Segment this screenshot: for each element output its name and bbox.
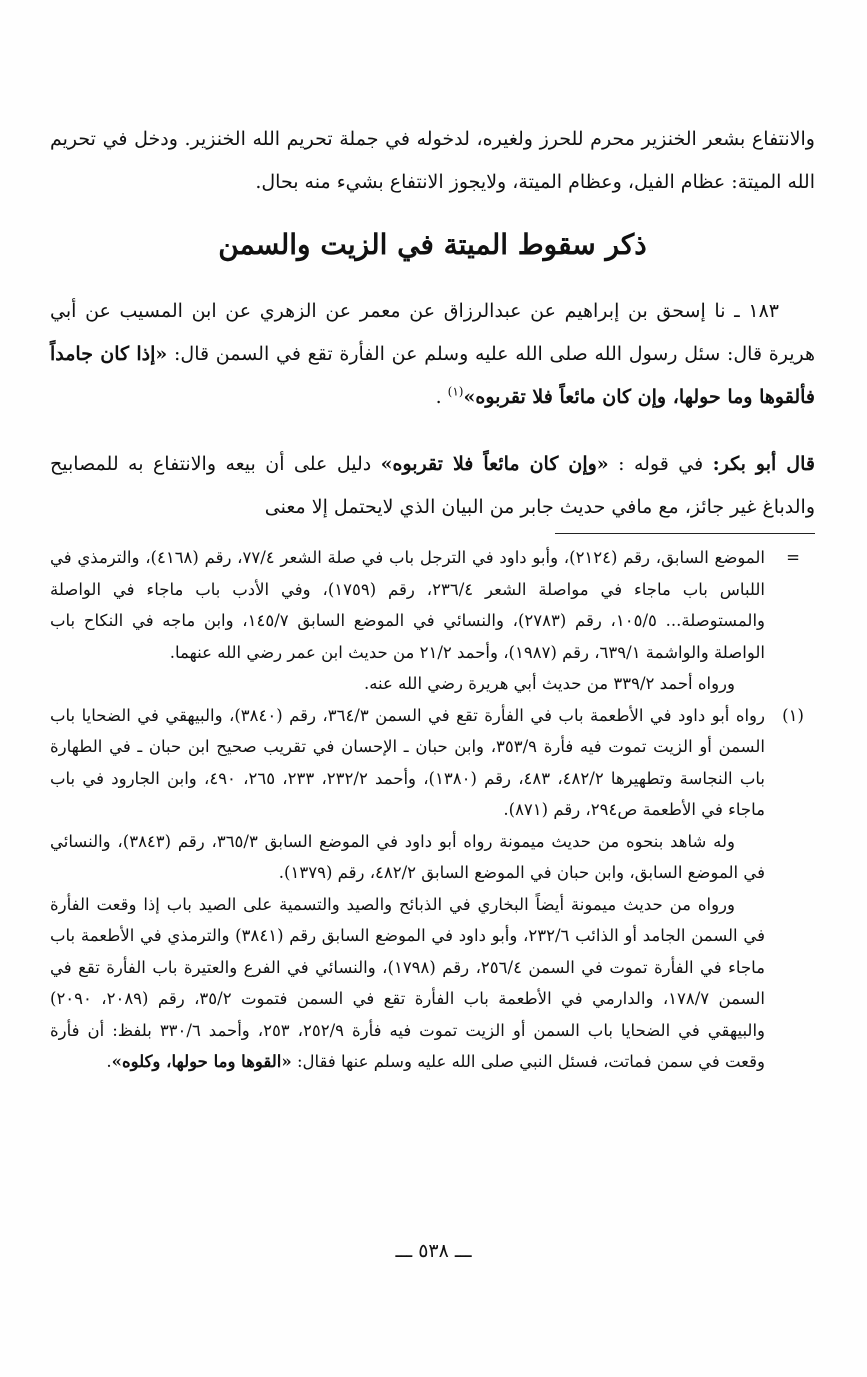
footnote-1 bbox=[50, 700, 815, 1078]
footnote-1-para-1: رواه أبو داود في الأطعمة باب في الفأرة تقع في السمن ٣٦٤/٣، رقم (٣٨٤٠)، والبيهقي في الضحايا باب السمن أو الزيت تموت فيه فأرة ٣٥٣/٩، وابن حبان ـ الإحسان في تقريب صحيح ابن حبان ـ في الطهارة باب النجاسة وتطهيرها ٤٨٢/٢، ٤٨٣، رقم (١٣٨٠)، وأحمد ٢٣٢/٢، ٢٣٣، ٢٦٥، ٤٩٠، وابن الجارود في باب ماجاء في الأطعمة ص٢٩٤، رقم (٨٧١). bbox=[50, 705, 765, 819]
continuation-note-2: ورواه أحمد ٣٣٩/٢ من حديث أبي هريرة رضي الله عنه. bbox=[363, 674, 735, 693]
footnote-1-quote: «القوها وما حولها، وكلوه» bbox=[111, 1052, 292, 1071]
hadith-quote: «إذا كان جامداً فألقوها وما حولها، وإن كان مائعاً فلا تقربوه» bbox=[50, 343, 815, 408]
comment-pre: في قوله : bbox=[608, 453, 713, 475]
hadith-183 bbox=[50, 290, 815, 419]
comment-rest: دليل على أن بيعه والانتفاع به للمصابيح والدباغ غير جائز، مع مافي حديث جابر من البيان الذي لايحتمل إلا معنى bbox=[50, 453, 815, 518]
intro-paragraph: والانتفاع بشعر الخنزير محرم للحرز ولغيره، لدخوله في جملة تحريم الله الخنزير. ودخل في تحريم الله الميتة: عظام الفيل، وعظام الميتة، ولايجوز الانتفاع بشيء منه بحال. bbox=[50, 128, 815, 193]
footnote-separator bbox=[555, 533, 815, 534]
footnote-1-para-3 bbox=[50, 889, 765, 1078]
comment-quote: «وإن كان مائعاً فلا تقربوه» bbox=[380, 453, 609, 475]
footnote-ref-1: (١) bbox=[447, 384, 464, 399]
hadith-end: . bbox=[435, 386, 448, 408]
continuation-mark: = bbox=[786, 548, 800, 567]
page-number: ـــ ٥٣٨ ـــ bbox=[395, 1240, 472, 1262]
footnote-1-para-2: وله شاهد بنحوه من حديث ميمونة رواه أبو داود في الموضع السابق ٣٦٥/٣، رقم (٣٨٤٣)، والنسائي في الموضع السابق، وابن حبان في الموضع السابق ٤٨٢/٢، رقم (١٣٧٩). bbox=[50, 831, 765, 882]
hadith-text: ١٨٣ ـ نا إسحق بن إبراهيم عن عبدالرزاق عن معمر عن الزهري عن ابن المسيب عن أبي هريرة قال: سئل رسول الله صلى الله عليه وسلم عن الفأرة تقع في السمن قال: bbox=[50, 300, 815, 365]
footnote-1-end: . bbox=[106, 1052, 112, 1071]
continuation-note: الموضع السابق، رقم (٢١٢٤)، وأبو داود في الترجل باب في صلة الشعر ٧٧/٤، رقم (٤١٦٨)، والترمذي في اللباس باب ماجاء في مواصلة الشعر ٢٣٦/٤، رقم (١٧٥٩)، وفي الأدب باب ماجاء في الواصلة والمستوصلة... ١٠٥/٥، رقم (٢٧٨٣)، والنسائي في الموضع السابق ١٤٥/٧، وابن ماجه في النكاح باب الواصلة والواشمة ٦٣٩/١، رقم (١٩٨٧)، وأحمد ٢١/٢ من حديث ابن عمر رضي الله عنهما. bbox=[50, 548, 766, 662]
abu-bakr-comment bbox=[50, 443, 815, 529]
section-title: ذكر سقوط الميتة في الزيت والسمن bbox=[218, 228, 647, 261]
footnote-1-para-3-text: ورواه من حديث ميمونة أيضاً البخاري في الذبائح والصيد والتسمية على الصيد باب إذا وقعت الفأرة في السمن الجامد أو الذائب ٢٣٢/٦، وأبو داود في الموضع السابق رقم (٣٨٤١) والترمذي في الأطعمة باب ماجاء في الفأرة تموت في السمن ٢٥٦/٤، رقم (١٧٩٨)، والنسائي في الفرع والعتيرة باب الفأرة تقع في السمن ١٧٨/٧، والدارمي في الأطعمة باب الفأرة تقع في السمن فتموت ٣٥/٢، رقم (٢٠٨٩، ٢٠٩٠) والبيهقي في الضحايا باب السمن أو الزيت تموت فيه فأرة ٢٥٢/٩، ٢٥٣، وأحمد ٣٣٠/٦ بلفظ: أن فأرة وقعت في سمن فماتت، فسئل النبي صلى الله عليه وسلم عنها فقال: bbox=[50, 894, 766, 1071]
footnotes bbox=[50, 542, 815, 1078]
footnote-1-mark: (١) bbox=[782, 705, 804, 725]
continuation-footnote bbox=[50, 542, 815, 700]
comment-author: قال أبو بكر: bbox=[712, 453, 815, 475]
